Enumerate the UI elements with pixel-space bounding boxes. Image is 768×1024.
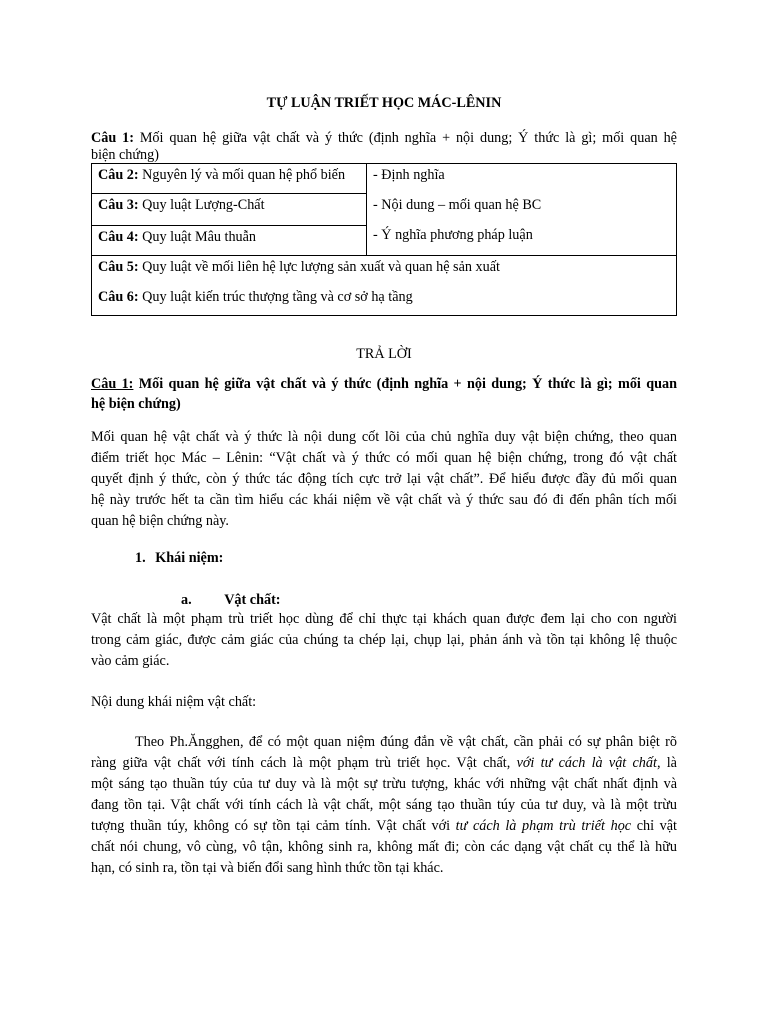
table-cell-q5-q6: [92, 256, 677, 316]
table-cell-q3: Câu 3: Quy luật Lượng-Chất: [92, 194, 367, 225]
intro-paragraph: [91, 427, 677, 532]
aspect-methodology: - Ý nghĩa phương pháp luận: [373, 227, 533, 243]
document-title: TỰ LUẬN TRIẾT HỌC MÁC-LÊNIN: [266, 95, 502, 111]
subsection-a-letter: a.: [181, 592, 192, 608]
questions-table: [91, 163, 677, 316]
section-1-heading: [135, 548, 223, 568]
section-1-title: Khái niệm:: [155, 550, 224, 566]
intro-line: quan hệ biện chứng này.: [91, 513, 229, 529]
question-6: Câu 6: Quy luật kiến trúc thượng tầng và cơ sở hạ tầng: [98, 289, 413, 305]
section-1-number: 1.: [135, 550, 146, 566]
answer-1-heading-line-1: Câu 1: Mối quan hệ giữa vật chất và ý thức (định nghĩa + nội dung; Ý thức là gì; mối quan: [91, 376, 677, 392]
engels-line: chất nói chung, vô cùng, vô tận, không sinh ra, không mất đi; còn các dạng vật chất cụ thể là hữu: [91, 839, 677, 855]
matter-line: vào cảm giác.: [91, 653, 170, 669]
engels-line: ràng giữa vật chất với tính cách là một phạm trù triết học. Vật chất, với tư cách là vật chất, là: [91, 755, 677, 771]
intro-line: điểm triết học Mác – Lênin: “Vật chất và ý thức có mối quan hệ biện chứng, trong đó vật chất: [91, 450, 677, 466]
intro-line: Mối quan hệ vật chất và ý thức là nội dung cốt lõi của chủ nghĩa duy vật biện chứng, theo quan: [91, 429, 677, 445]
intro-line: hệ này trước hết ta cần tìm hiểu các khái niệm về vật chất và ý thức sau đó đi đến phân tích mối: [91, 492, 677, 508]
engels-line: một sáng tạo thuần túy của tư duy và là một sự trừu tượng, khác với những vật chất nhất định và: [91, 776, 677, 792]
engels-paragraph: [91, 732, 677, 879]
engels-line: đang tồn tại. Vật chất với tính cách là vật chất, một sáng tạo thuần túy của tư duy, và là một trừu: [91, 797, 677, 813]
matter-content-label: Nội dung khái niệm vật chất:: [91, 694, 257, 710]
matter-line: Vật chất là một phạm trù triết học dùng để chỉ thực tại khách quan được đem lại cho con người: [91, 611, 677, 627]
engels-line: tượng thuần túy, không có sự tồn tại cảm tính. Vật chất với tư cách là phạm trù triết học chỉ vật: [91, 818, 677, 834]
subsection-a-heading: [181, 590, 281, 610]
subsection-a-title: Vật chất:: [224, 592, 281, 608]
matter-definition-paragraph: [91, 609, 677, 672]
answer-1-heading: [91, 374, 677, 414]
question-1-intro: [91, 128, 677, 166]
matter-line: trong cảm giác, được cảm giác của chúng ta chép lại, chụp lại, phản ánh và tồn tại không lệ thuộc: [91, 632, 677, 648]
answer-1-heading-line-2: hệ biện chứng): [91, 396, 181, 412]
answer-heading: TRẢ LỜI: [356, 346, 412, 362]
question-1-line-2: biện chứng): [91, 147, 159, 163]
question-5: Câu 5: Quy luật về mối liên hệ lực lượng sản xuất và quan hệ sản xuất: [98, 259, 500, 275]
aspect-definition: - Định nghĩa: [373, 167, 445, 183]
table-cell-q2: Câu 2: Nguyên lý và mối quan hệ phổ biến: [92, 164, 367, 194]
engels-line: hạn, có sinh ra, tồn tại và biến đổi sang hình thức tồn tại khác.: [91, 860, 444, 876]
engels-line: Theo Ph.Ăngghen, để có một quan niệm đúng đắn về vật chất, cần phải có sự phân biệt rõ: [135, 734, 677, 750]
aspect-content: - Nội dung – mối quan hệ BC: [373, 197, 542, 213]
table-cell-aspects: [367, 164, 677, 256]
intro-line: quyết định ý thức, còn ý thức tác động tích cực trở lại vật chất”. Để hiểu được đầy đủ mối quan: [91, 471, 677, 487]
question-1-line-1: Câu 1: Mối quan hệ giữa vật chất và ý thức (định nghĩa + nội dung; Ý thức là gì; mối quan hệ: [91, 130, 677, 146]
table-cell-q4: Câu 4: Quy luật Mâu thuẫn: [92, 225, 367, 255]
